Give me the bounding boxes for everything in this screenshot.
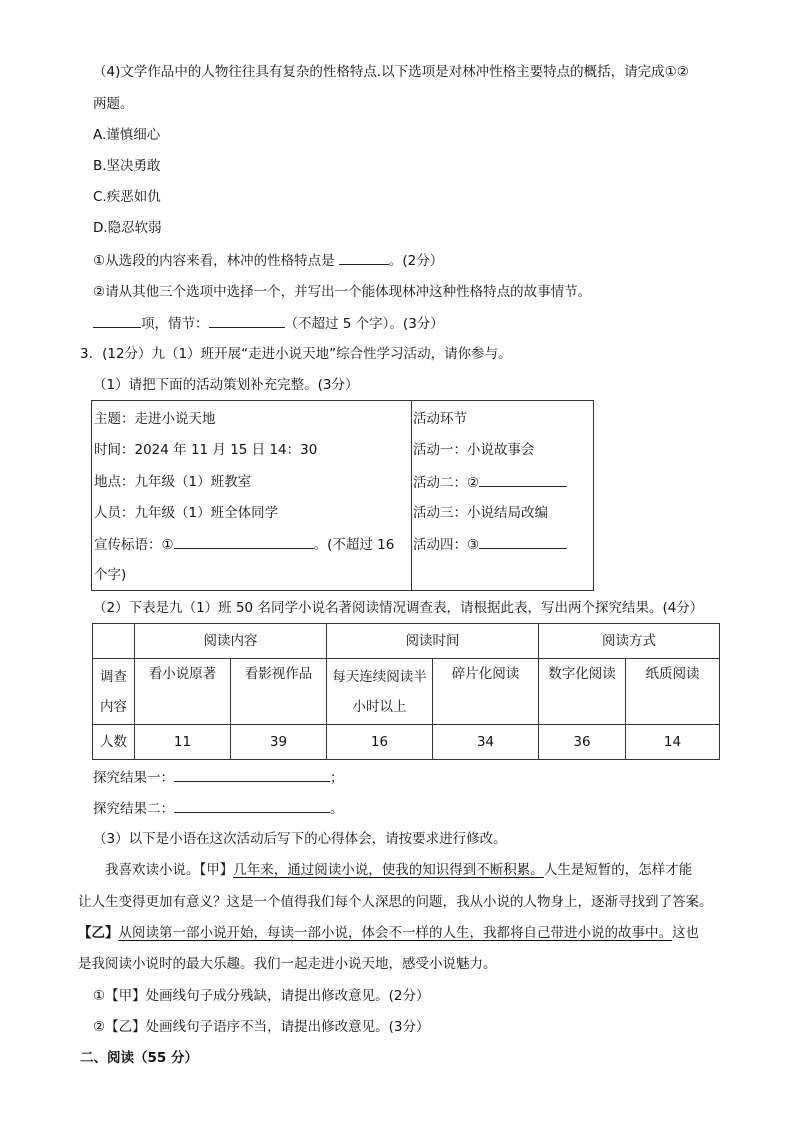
survey-item-5: 数字化阅读 (539, 659, 626, 725)
plan-activity-3: 活动三：小说结局改编 (413, 505, 548, 521)
result-1 (93, 768, 344, 787)
survey-count-2: 39 (231, 725, 327, 760)
survey-corner-cell (93, 624, 135, 659)
essay-line-3-b: 这也 (672, 925, 699, 941)
plan-activity-4-blank[interactable] (479, 535, 567, 549)
q3-part1: （1）请把下面的活动策划补充完整。(3分） (93, 377, 359, 393)
q4-sub2-score: （不超过 5 个字）。(3分） (284, 316, 444, 332)
survey-group-time: 阅读时间 (327, 624, 539, 659)
q4-sub2-plot-blank[interactable] (209, 314, 285, 328)
essay-line-1-b: 人生是短暂的，怎样才能 (543, 862, 693, 878)
q4-option-a: A.谨慎细心 (93, 127, 161, 143)
survey-count-6: 14 (626, 725, 720, 760)
survey-item-3-line1: 每天连续阅读半 (332, 668, 427, 685)
survey-group-content: 阅读内容 (135, 624, 327, 659)
survey-row-label-2: 内容 (100, 698, 127, 715)
plan-activity-4 (413, 535, 567, 554)
plan-activity-1: 活动一：小说故事会 (413, 442, 535, 458)
q4-sub2: ②请从其他三个选项中选择一个，并写出一个能体现林冲这种性格特点的故事情节。 (93, 284, 592, 300)
essay-line-1 (105, 861, 692, 879)
result-2 (93, 799, 344, 818)
survey-item-1: 看小说原著 (135, 659, 231, 725)
q4-option-d: D.隐忍软弱 (93, 220, 162, 236)
plan-slogan-cont: 个字) (94, 567, 127, 583)
result-1-label: 探究结果一： (93, 770, 174, 786)
essay-line-4: 是我阅读小说时的最大乐趣。我们一起走进小说天地，感受小说魅力。 (78, 956, 497, 972)
q4-sub1-blank[interactable] (339, 251, 389, 265)
q4-sub2-option-blank[interactable] (93, 314, 141, 328)
survey-item-2: 看影视作品 (231, 659, 327, 725)
plan-slogan-label: 宣传标语：① (94, 537, 174, 553)
q4-intro-line1: （4)文学作品中的人物往往具有复杂的性格特点.以下选项是对林冲性格主要特点的概括，请完成①② (93, 64, 689, 80)
survey-count-1: 11 (135, 725, 231, 760)
survey-item-6: 纸质阅读 (626, 659, 720, 725)
plan-theme: 主题：走进小说天地 (94, 411, 216, 427)
result-2-end: 。 (330, 801, 344, 817)
q4-option-c: C.疾恶如仇 (93, 189, 161, 205)
plan-slogan (94, 535, 394, 554)
plan-slogan-note: 。(不超过 16 (313, 537, 395, 553)
survey-count-5: 36 (539, 725, 626, 760)
plan-activity-2 (413, 473, 567, 492)
plan-activity-2-blank[interactable] (479, 473, 567, 487)
plan-activity-2-label: 活动二：② (413, 475, 480, 491)
q4-sub2-mid: 项，情节： (141, 316, 209, 332)
q4-sub1 (93, 251, 443, 270)
section-2-heading: 二、阅读（55 分） (80, 1050, 198, 1066)
q4-sub1-score: 。(2分） (388, 253, 444, 269)
plan-left-cell (92, 401, 412, 591)
q4-option-b: B.坚决勇敢 (93, 158, 161, 174)
q4-sub1-text: ①从选段的内容来看，林冲的性格特点是 (93, 253, 335, 269)
survey-group-method: 阅读方式 (539, 624, 720, 659)
essay-line-3-a: 【乙】 (78, 925, 119, 941)
result-1-blank[interactable] (174, 768, 330, 782)
q4-intro-line2: 两题。 (93, 96, 134, 112)
survey-item-3 (327, 659, 433, 725)
survey-count-3: 16 (327, 725, 433, 760)
survey-item-3-line2: 小时以上 (352, 698, 407, 715)
q3-part3: （3）以下是小语在这次活动后写下的心得体会，请按要求进行修改。 (93, 831, 507, 847)
q3-title: 3．(12分）九（1）班开展“走进小说天地”综合性学习活动，请你参与。 (80, 346, 512, 362)
essay-line-3 (78, 924, 699, 942)
q4-sub2-answer (93, 314, 444, 333)
survey-table (92, 623, 720, 760)
result-2-blank[interactable] (174, 799, 330, 813)
plan-slogan-blank[interactable] (174, 535, 314, 549)
plan-right-cell (412, 401, 594, 591)
result-2-label: 探究结果二： (93, 801, 174, 817)
result-1-end: ； (330, 770, 344, 786)
survey-row-label-1: 调查 (100, 668, 127, 685)
plan-activity-4-label: 活动四：③ (413, 537, 480, 553)
essay-line-2: 让人生变得更加有意义？这是一个值得我们每个人深思的问题，我从小说的人物身上，逐渐寻找到了答案。 (78, 894, 713, 910)
essay-sentence-yi: 从阅读第一部小说开始，每读一部小说，体会不一样的人生，我都将自己带进小说的故事中。 (118, 925, 672, 941)
plan-time: 时间：2024 年 11 月 15 日 14：30 (94, 442, 318, 458)
survey-row-label (93, 659, 135, 725)
q3-part2: （2）下表是九（1）班 50 名同学小说名著阅读情况调查表，请根据此表，写出两个探究结果。(4分） (93, 600, 704, 616)
survey-count-label: 人数 (93, 725, 135, 760)
q3-sub1: ①【甲】处画线句子成分残缺，请提出修改意见。(2分） (93, 988, 430, 1004)
plan-stages-title: 活动环节 (413, 411, 467, 427)
survey-count-4: 34 (433, 725, 539, 760)
essay-sentence-jia: 几年来，通过阅读小说，使我的知识得到不断积累。 (233, 862, 544, 878)
survey-item-4: 碎片化阅读 (433, 659, 539, 725)
plan-place: 地点：九年级（1）班教室 (94, 474, 252, 490)
plan-people: 人员：九年级（1）班全体同学 (94, 505, 279, 521)
activity-plan-table (91, 400, 594, 591)
essay-line-1-a: 我喜欢读小说。【甲】 (105, 862, 234, 878)
q3-sub2: ②【乙】处画线句子语序不当，请提出修改意见。(3分） (93, 1019, 430, 1035)
